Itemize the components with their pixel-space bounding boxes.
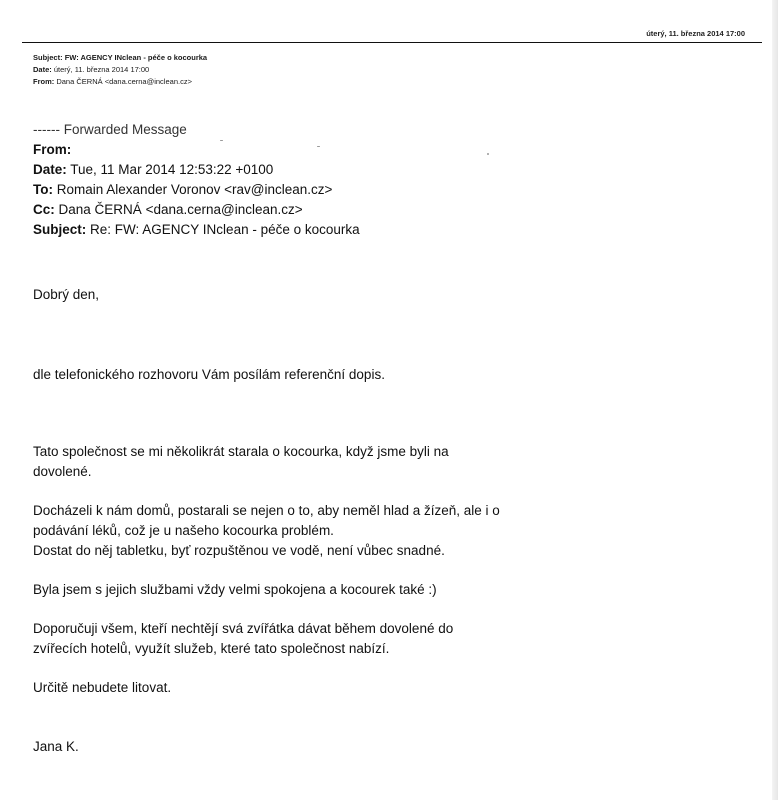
fwd-date-value: Tue, 11 Mar 2014 12:53:22 +0100	[70, 162, 274, 177]
fwd-from-row	[33, 140, 733, 160]
paragraph-satisfaction: Byla jsem s jejich službami vždy velmi spokojena a kocourek také :)	[33, 582, 437, 597]
paragraph-care-line-2: dovolené.	[33, 464, 92, 479]
fwd-date-row	[33, 160, 733, 180]
fwd-date-label: Date:	[33, 162, 67, 177]
meta-date-value: úterý, 11. března 2014 17:00	[53, 65, 150, 74]
scan-speck	[220, 140, 223, 141]
greeting: Dobrý den,	[33, 287, 100, 302]
paragraph-visits	[33, 501, 733, 561]
closing-line: Určitě nebudete litovat.	[33, 680, 172, 695]
fwd-to-value: Romain Alexander Voronov <rav@inclean.cz>	[56, 182, 333, 197]
header-divider	[22, 42, 762, 43]
paragraph-care	[33, 442, 733, 482]
meta-subject-value: FW: AGENCY INclean - péče o kocourka	[64, 53, 208, 62]
forwarded-marker: ------ Forwarded Message	[33, 122, 187, 137]
fwd-subject-value: Re: FW: AGENCY INclean - péče o kocourka	[90, 222, 360, 237]
paragraph-care-line-1: Tato společnost se mi několikrát starala o kocourka, když jsme byli na	[33, 444, 449, 459]
scan-speck	[487, 153, 489, 155]
print-date: úterý, 11. března 2014 17:00	[646, 29, 745, 38]
fwd-cc-value: Dana ČERNÁ <dana.cerna@inclean.cz>	[58, 202, 303, 217]
signature: Jana K.	[33, 739, 79, 754]
scan-speck	[317, 146, 320, 147]
meta-subject-row	[33, 52, 207, 64]
intro-paragraph: dle telefonického rozhovoru Vám posílám referenční dopis.	[33, 367, 385, 382]
paragraph-recommendation	[33, 619, 733, 659]
paragraph-visits-line-3: Dostat do něj tabletku, byť rozpuštěnou ve vodě, není vůbec snadné.	[33, 543, 445, 558]
email-message	[33, 120, 733, 757]
paragraph-visits-line-1: Docházeli k nám domů, postarali se nejen o to, aby neměl hlad a žízeň, ale i o	[33, 503, 500, 518]
paragraph-recommendation-line-2: zvířecích hotelů, využít služeb, které tato společnost nabízí.	[33, 641, 390, 656]
fwd-to-label: To:	[33, 182, 53, 197]
meta-from-label: From:	[33, 77, 55, 86]
fwd-subject-label: Subject:	[33, 222, 87, 237]
meta-from-value: Dana ČERNÁ <dana.cerna@inclean.cz>	[56, 77, 192, 86]
email-meta-header	[33, 52, 207, 88]
fwd-subject-row	[33, 220, 733, 240]
meta-subject-label: Subject:	[33, 53, 63, 62]
meta-from-row	[33, 76, 207, 88]
meta-date-label: Date:	[33, 65, 52, 74]
paragraph-visits-line-2: podávání léků, což je u našeho kocourka problém.	[33, 523, 334, 538]
scan-edge-shadow	[772, 0, 778, 800]
paragraph-recommendation-line-1: Doporučuji všem, kteří nechtějí svá zvířátka dávat během dovolené do	[33, 621, 454, 636]
fwd-from-label: From:	[33, 142, 72, 157]
meta-date-row	[33, 64, 207, 76]
fwd-cc-label: Cc:	[33, 202, 55, 217]
fwd-to-row	[33, 180, 733, 200]
fwd-cc-row	[33, 200, 733, 220]
